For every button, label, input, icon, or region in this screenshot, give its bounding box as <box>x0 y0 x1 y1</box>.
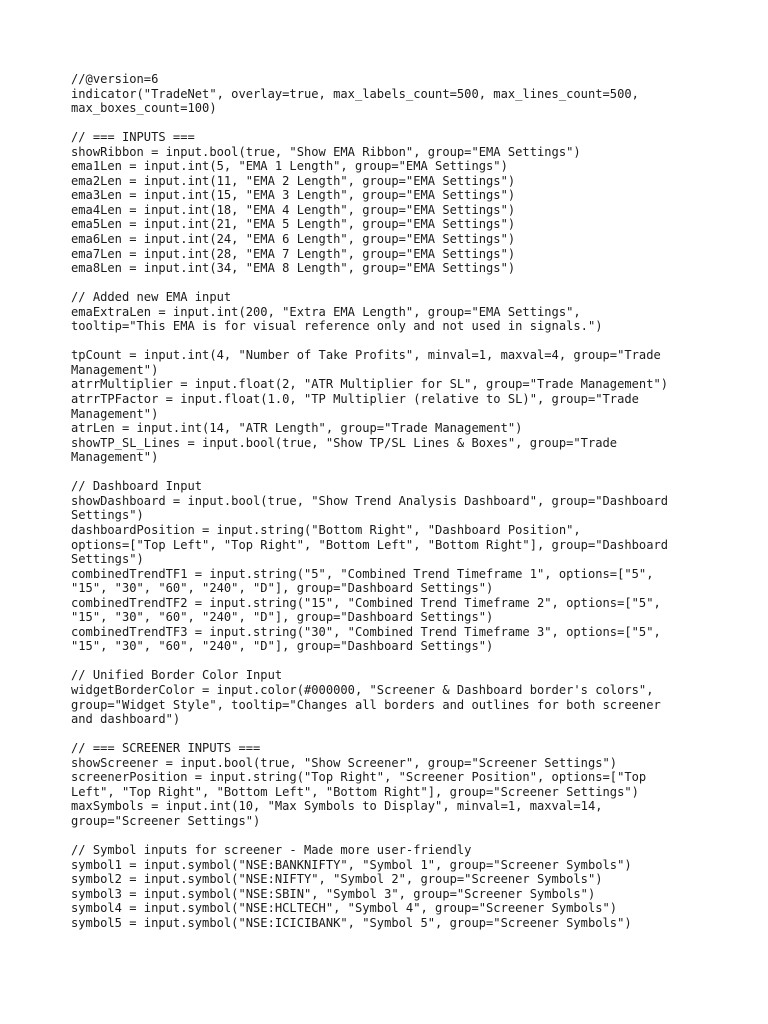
code-line: group="Widget Style", tooltip="Changes all borders and outlines for both screener <box>71 697 661 712</box>
code-line: "15", "30", "60", "240", "D"], group="Dashboard Settings") <box>71 639 494 654</box>
code-line: max_boxes_count=100) <box>71 101 217 116</box>
code-line <box>71 654 711 669</box>
code-line: emaExtraLen = input.int(200, "Extra EMA Length", group="EMA Settings", <box>71 304 581 319</box>
code-line: symbol3 = input.symbol("NSE:SBIN", "Symbol 3", group="Screener Symbols") <box>71 886 596 901</box>
code-line: // Added new EMA input <box>71 290 232 305</box>
code-line: showScreener = input.bool(true, "Show Screener", group="Screener Settings") <box>71 755 618 770</box>
code-line: //@version=6 <box>71 72 159 86</box>
code-line: maxSymbols = input.int(10, "Max Symbols to Display", minval=1, maxval=14, <box>71 799 603 814</box>
code-line: // === SCREENER INPUTS === <box>71 741 261 756</box>
code-line: ema7Len = input.int(28, "EMA 7 Length", group="EMA Settings") <box>71 246 516 261</box>
code-line: combinedTrendTF3 = input.string("30", "Combined Trend Timeframe 3", options=["5", <box>71 624 661 639</box>
code-line: symbol1 = input.symbol("NSE:BANKNIFTY", "Symbol 1", group="Screener Symbols") <box>71 857 632 872</box>
code-line: ema6Len = input.int(24, "EMA 6 Length", group="EMA Settings") <box>71 232 516 247</box>
code-line: "15", "30", "60", "240", "D"], group="Dashboard Settings") <box>71 610 494 625</box>
code-line: combinedTrendTF2 = input.string("15", "Combined Trend Timeframe 2", options=["5", <box>71 595 661 610</box>
code-line: // Dashboard Input <box>71 479 203 494</box>
code-line <box>71 334 711 349</box>
code-line: screenerPosition = input.string("Top Right", "Screener Position", options=["Top <box>71 770 647 785</box>
code-line: // Symbol inputs for screener - Made more user-friendly <box>71 842 472 857</box>
code-line: // === INPUTS === <box>71 130 195 145</box>
code-line <box>71 828 711 843</box>
code-line: ema4Len = input.int(18, "EMA 4 Length", group="EMA Settings") <box>71 202 516 217</box>
code-line: atrLen = input.int(14, "ATR Length", group="Trade Management") <box>71 421 523 436</box>
code-line: showRibbon = input.bool(true, "Show EMA Ribbon", group="EMA Settings") <box>71 144 581 159</box>
code-line <box>71 465 711 480</box>
code-line: Management") <box>71 450 159 465</box>
code-line <box>71 276 711 291</box>
code-line: combinedTrendTF1 = input.string("5", "Combined Trend Timeframe 1", options=["5", <box>71 566 654 581</box>
code-line: ema8Len = input.int(34, "EMA 8 Length", group="EMA Settings") <box>71 261 516 276</box>
code-line: ema1Len = input.int(5, "EMA 1 Length", group="EMA Settings") <box>71 159 508 174</box>
code-line: showDashboard = input.bool(true, "Show Trend Analysis Dashboard", group="Dashboard <box>71 493 669 508</box>
code-line: tpCount = input.int(4, "Number of Take Profits", minval=1, maxval=4, group="Trade <box>71 348 661 363</box>
code-line: showTP_SL_Lines = input.bool(true, "Show TP/SL Lines & Boxes", group="Trade <box>71 435 618 450</box>
code-line: Management") <box>71 406 159 421</box>
code-line <box>71 727 711 742</box>
code-line: indicator("TradeNet", overlay=true, max_labels_count=500, max_lines_count=500, <box>71 86 639 101</box>
code-line: "15", "30", "60", "240", "D"], group="Dashboard Settings") <box>71 581 494 596</box>
code-line: ema2Len = input.int(11, "EMA 2 Length", group="EMA Settings") <box>71 173 516 188</box>
code-line: widgetBorderColor = input.color(#000000, "Screener & Dashboard border's colors", <box>71 682 654 697</box>
code-line: atrrMultiplier = input.float(2, "ATR Multiplier for SL", group="Trade Management") <box>71 377 669 392</box>
code-line: symbol4 = input.symbol("NSE:HCLTECH", "Symbol 4", group="Screener Symbols") <box>71 901 618 916</box>
code-line: // Unified Border Color Input <box>71 668 283 683</box>
code-line: group="Screener Settings") <box>71 813 261 828</box>
code-line: ema3Len = input.int(15, "EMA 3 Length", group="EMA Settings") <box>71 188 516 203</box>
code-line: dashboardPosition = input.string("Bottom Right", "Dashboard Position", <box>71 522 581 537</box>
code-line: Left", "Top Right", "Bottom Left", "Bottom Right"], group="Screener Settings") <box>71 784 639 799</box>
code-line: Management") <box>71 362 159 377</box>
code-line: and dashboard") <box>71 712 181 727</box>
code-line: symbol2 = input.symbol("NSE:NIFTY", "Symbol 2", group="Screener Symbols") <box>71 872 603 887</box>
code-line: options=["Top Left", "Top Right", "Bottom Left", "Bottom Right"], group="Dashboard <box>71 537 669 552</box>
code-line: ema5Len = input.int(21, "EMA 5 Length", group="EMA Settings") <box>71 217 516 232</box>
code-line: Settings") <box>71 508 144 523</box>
code-line: Settings") <box>71 552 144 567</box>
code-line <box>71 116 711 131</box>
code-line: tooltip="This EMA is for visual reference only and not used in signals.") <box>71 319 603 334</box>
code-line: symbol5 = input.symbol("NSE:ICICIBANK", "Symbol 5", group="Screener Symbols") <box>71 915 632 930</box>
code-line: atrrTPFactor = input.float(1.0, "TP Multiplier (relative to SL)", group="Trade <box>71 392 639 407</box>
code-listing <box>71 72 711 930</box>
